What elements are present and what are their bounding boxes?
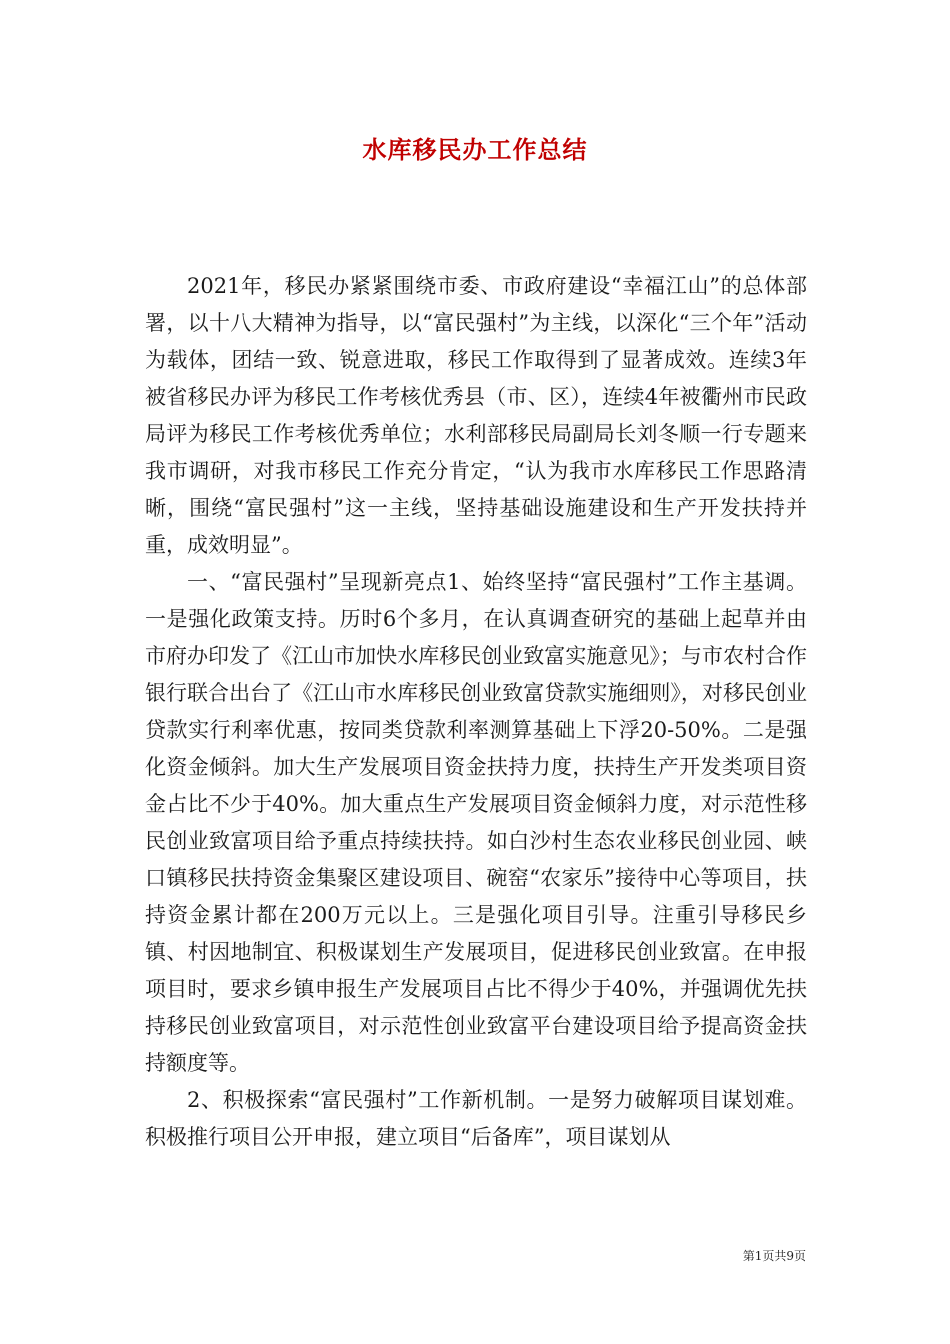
document-body [145, 268, 807, 1156]
paragraph-section-2: 2、积极探索“富民强村”工作新机制。一是努力破解项目谋划难。积极推行项目公开申报，建立项目“后备库”，项目谋划从 [145, 1088, 807, 1149]
paragraph-section-1: 一、“富民强村”呈现新亮点1、始终坚持“富民强村”工作主基调。一是强化政策支持。历时6个多月，在认真调查研究的基础上起草并由市府办印发了《江山市加快水库移民创业致富实施意见》；与市农村合作银行联合出台了《江山市水库移民创业致富贷款实施细则》，对移民创业贷款实行利率优惠，按同类贷款利率测算基础上下浮20-50%。二是强化资金倾斜。加大生产发展项目资金扶持力度，扶持生产开发类项目资金占比不少于40%。加大重点生产发展项目资金倾斜力度，对示范性移民创业致富项目给予重点持续扶持。如白沙村生态农业移民创业园、峡口镇移民扶持资金集聚区建设项目、碗窑“农家乐”接待中心等项目，扶持资金累计都在200万元以上。三是强化项目引导。注重引导移民乡镇、村因地制宜、积极谋划生产发展项目，促进移民创业致富。在申报项目时，要求乡镇申报生产发展项目占比不得少于40%，并强调优先扶持移民创业致富项目，对示范性创业致富平台建设项目给予提高资金扶持额度等。 [145, 570, 807, 1075]
page-number: 第1页共9页 [742, 1249, 806, 1263]
paragraph-intro: 2021年，移民办紧紧围绕市委、市政府建设“幸福江山”的总体部署，以十八大精神为指导，以“富民强村”为主线，以深化“三个年”活动为载体，团结一致、锐意进取，移民工作取得到了显著成效。连续3年被省移民办评为移民工作考核优秀县（市、区），连续4年被衢州市民政局评为移民工作考核优秀单位；水利部移民局副局长刘冬顺一行专题来我市调研，对我市移民工作充分肯定，“认为我市水库移民工作思路清晰，围绕“富民强村”这一主线，坚持基础设施建设和生产开发扶持并重，成效明显”。 [145, 274, 807, 557]
page-title: 水库移民办工作总结 [362, 135, 588, 164]
